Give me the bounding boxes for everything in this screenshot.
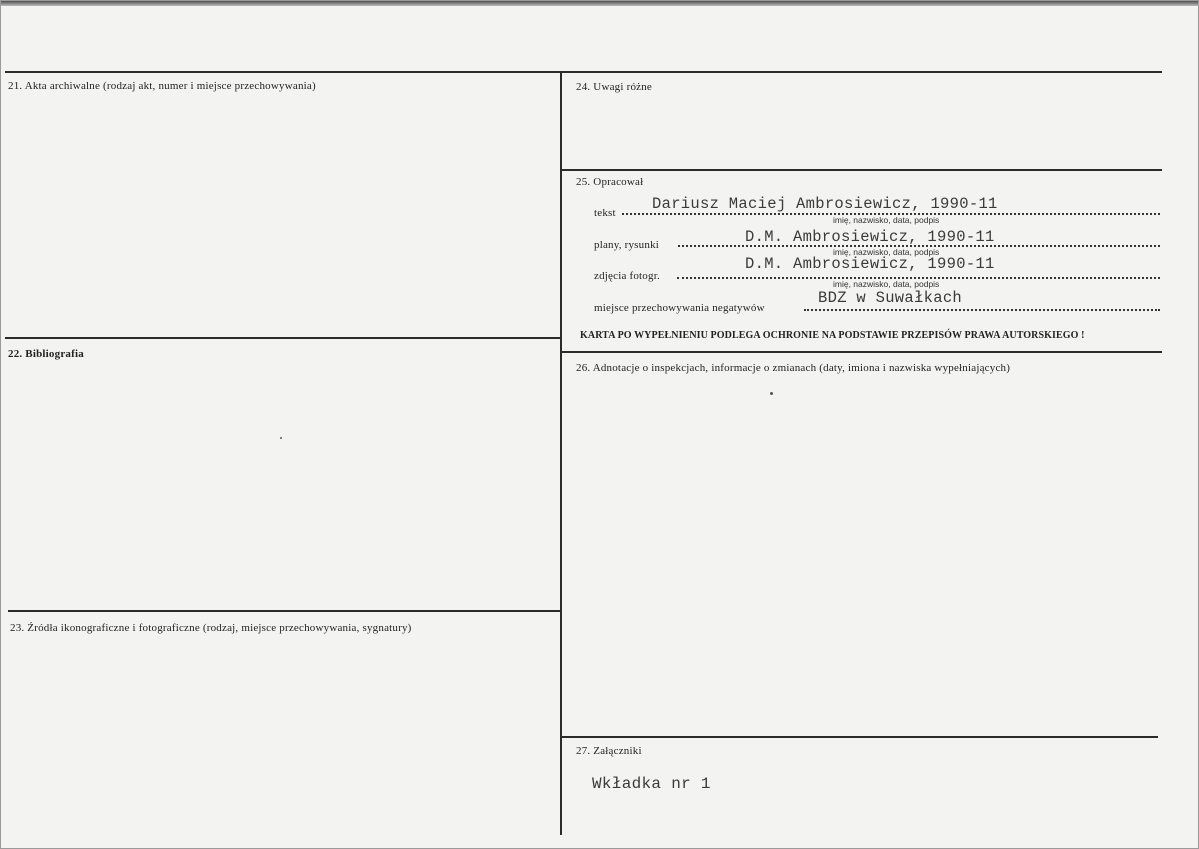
section-25-title: 25. Opracował xyxy=(576,176,644,188)
typed-value-negatywy: BDZ w Suwałkach xyxy=(818,289,963,307)
scan-speck xyxy=(770,392,773,395)
caption-plany: imię, nazwisko, data, podpis xyxy=(833,247,940,257)
section-21-title: 21. Akta archiwalne (rodzaj akt, numer i miejsce przechowywania) xyxy=(8,80,316,92)
section-23-title: 23. Źródła ikonograficzne i fotograficzne (rodzaj, miejsce przechowywania, sygnatury) xyxy=(10,622,412,634)
typed-value-zdjecia: D.M. Ambrosiewicz, 1990-11 xyxy=(745,255,995,273)
top-rule xyxy=(5,71,1162,73)
section-24-title: 24. Uwagi różne xyxy=(576,81,653,93)
caption-zdjecia: imię, nazwisko, data, podpis xyxy=(833,279,940,289)
row-label-negatywy: miejsce przechowywania negatywów xyxy=(594,302,765,314)
copyright-notice: KARTA PO WYPEŁNIENIU PODLEGA OCHRONIE NA PODSTAWIE PRZEPISÓW PRAWA AUTORSKIEGO ! xyxy=(580,330,1085,341)
rule-21-22 xyxy=(5,337,561,339)
rule-24-25 xyxy=(561,169,1162,171)
section-27-title: 27. Załączniki xyxy=(576,745,642,757)
caption-tekst: imię, nazwisko, data, podpis xyxy=(833,215,940,225)
dotted-line-negatywy xyxy=(804,309,1160,311)
section-22-title: 22. Bibliografia xyxy=(8,348,84,360)
typed-value-tekst: Dariusz Maciej Ambrosiewicz, 1990-11 xyxy=(652,195,998,213)
rule-25-26 xyxy=(561,351,1162,353)
row-label-plany: plany, rysunki xyxy=(594,239,660,251)
rule-26-27 xyxy=(561,736,1158,738)
section-26-title: 26. Adnotacje o inspekcjach, informacje o zmianach (daty, imiona i nazwiska wypełniających) xyxy=(576,362,1011,374)
scan-speck xyxy=(280,437,282,439)
row-label-zdjecia: zdjęcia fotogr. xyxy=(594,270,660,282)
attachments-value: Wkładka nr 1 xyxy=(592,775,711,793)
rule-22-23 xyxy=(8,610,561,612)
center-divider xyxy=(560,71,562,835)
row-label-tekst: tekst xyxy=(594,207,616,219)
typed-value-plany: D.M. Ambrosiewicz, 1990-11 xyxy=(745,228,995,246)
